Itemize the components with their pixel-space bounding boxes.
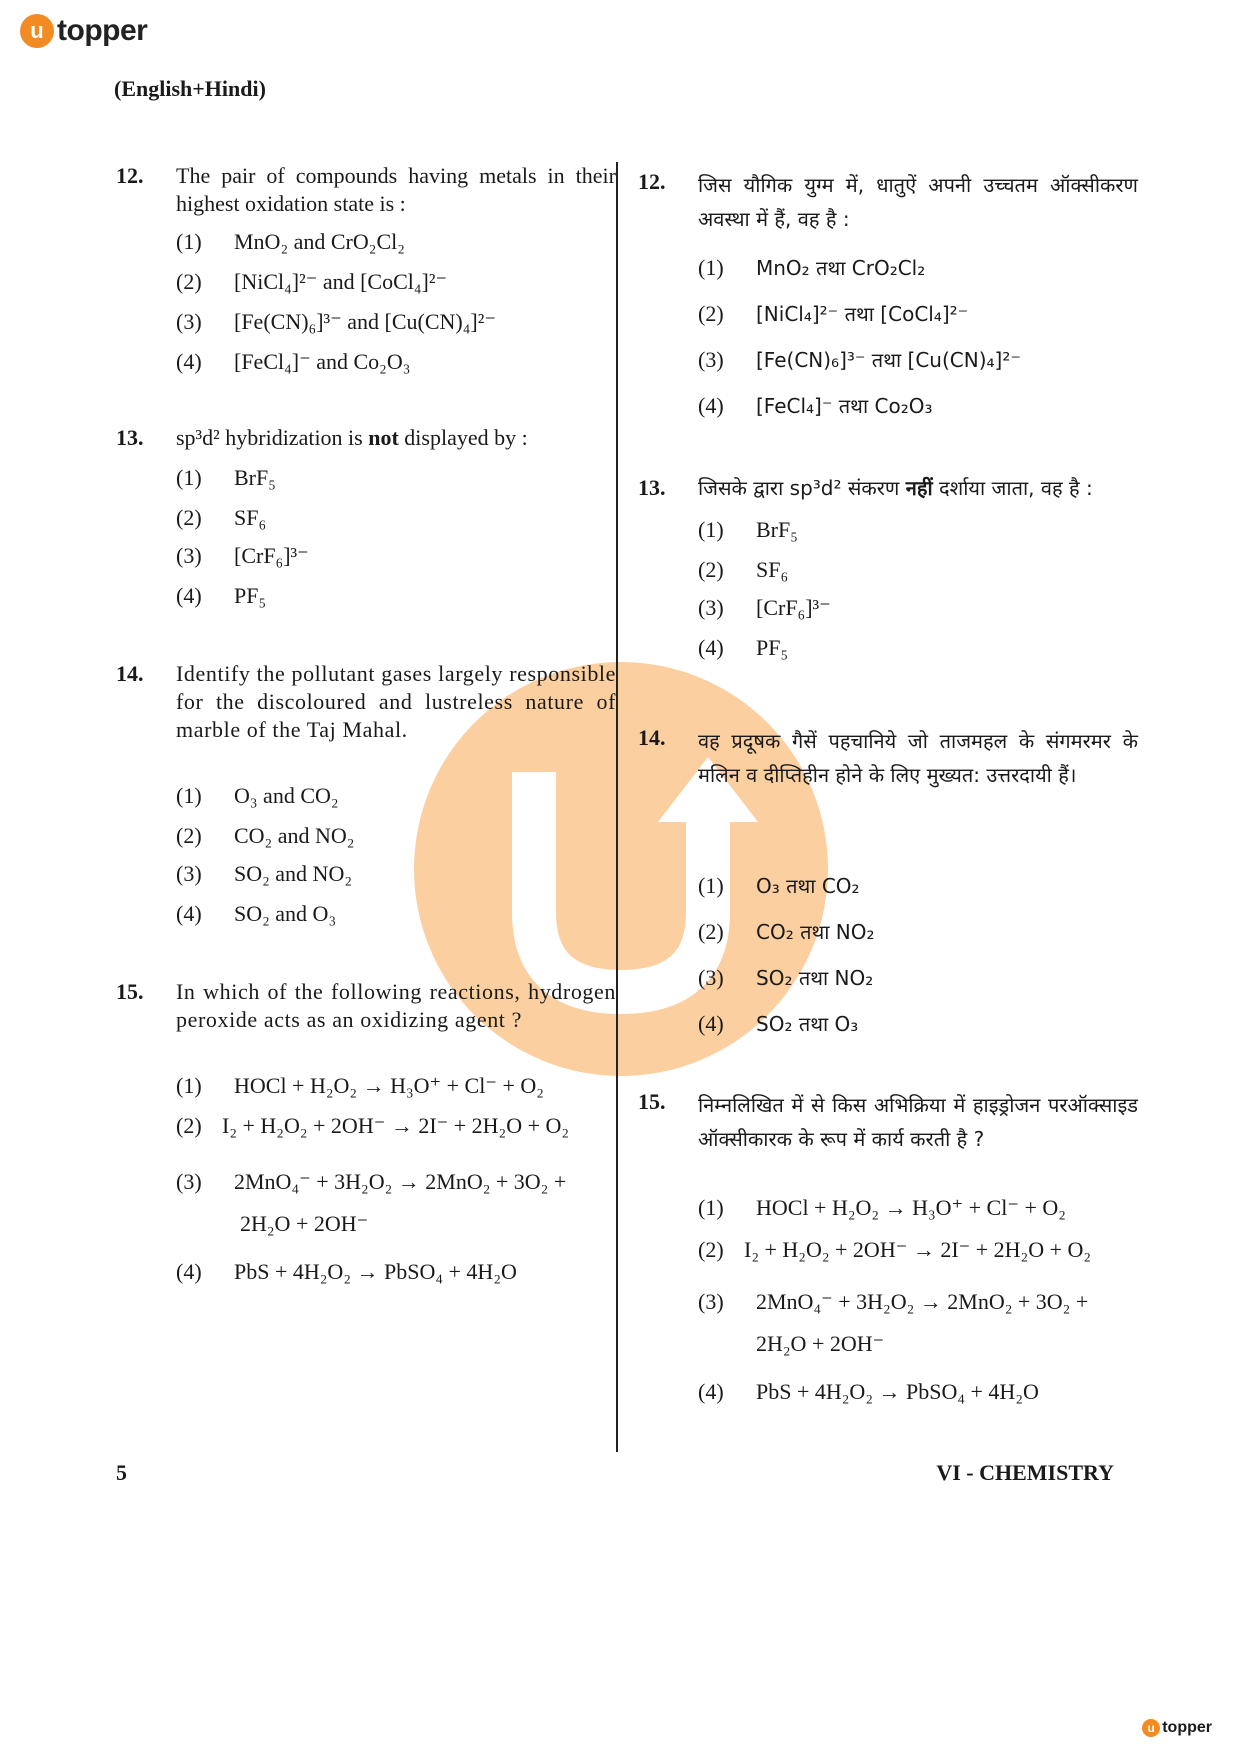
option-3: (3) 2MnO₄⁻ + 3H₂O₂ → 2MnO₂ + 3O₂ + [698, 1289, 1089, 1314]
option-3: (3) SO₂ and NO₂ [176, 861, 353, 886]
option-2: (2) [NiCl₄]²⁻ and [CoCl₄]²⁻ [176, 269, 448, 294]
question-number: 15. [638, 1089, 666, 1114]
footer-logo [1142, 1719, 1212, 1737]
option-1: (1) MnO₂ तथा CrO₂Cl₂ [698, 255, 926, 280]
option-4: (4) [FeCl₄]⁻ तथा Co₂O₃ [698, 393, 933, 418]
question-text: जिस यौगिक युग्म में, धातुऐं अपनी उच्चतम ऑक्सीकरण अवस्था में हैं, वह है : [698, 173, 1138, 231]
option-3: (3) SO₂ तथा NO₂ [698, 965, 874, 990]
question-text: वह प्रदूषक गैसें पहचानिये जो ताजमहल के संगमरमर के मलिन व दीप्तिहीन होने के लिए मुख्यत: उत्तरदायी हैं। [698, 729, 1138, 787]
option-4: (4) SO₂ and O₃ [176, 901, 337, 926]
option-2: (2) CO₂ and NO₂ [176, 823, 355, 848]
logo-wordmark: topper [57, 14, 148, 47]
option-1: (1) O₃ and CO₂ [176, 783, 339, 808]
question-number: 13. [638, 475, 666, 500]
option-2: (2) I₂ + H₂O₂ + 2OH⁻ → 2I⁻ + 2H₂O + O₂ [176, 1113, 570, 1138]
option-1: (1) HOCl + H₂O₂ → H₃O⁺ + Cl⁻ + O₂ [176, 1073, 544, 1098]
footer-logo-badge: u [1142, 1719, 1160, 1737]
question-text: sp³d² hybridization is not displayed by : [176, 425, 528, 450]
option-1: (1) BrF₅ [176, 465, 276, 490]
option-2: (2) SF₆ [176, 505, 267, 530]
option-2: (2) CO₂ तथा NO₂ [698, 919, 875, 944]
option-4: (4) PbS + 4H₂O₂ → PbSO₄ + 4H₂O [698, 1379, 1039, 1404]
question-number: 14. [116, 661, 144, 686]
option-1: (1) BrF₅ [698, 517, 798, 542]
question-text: Identify the pollutant gases largely responsible for the discoloured and lustreless nature of marble of the Taj Mahal. [176, 661, 616, 742]
option-1: (1) O₃ तथा CO₂ [698, 873, 860, 898]
option-4: (4) [FeCl₄]⁻ and Co₂O₃ [176, 349, 411, 374]
option-2: (2) SF₆ [698, 557, 789, 582]
subject-label: VI - CHEMISTRY [936, 1460, 1114, 1485]
question-number: 14. [638, 725, 666, 750]
option-3: (3) [Fe(CN)₆]³⁻ and [Cu(CN)₄]²⁻ [176, 309, 496, 334]
option-4: (4) SO₂ तथा O₃ [698, 1011, 859, 1036]
question-number: 12. [116, 163, 144, 188]
page-number: 5 [116, 1460, 127, 1485]
topper-logo [20, 14, 147, 48]
option-3-continued: 2H₂O + 2OH⁻ [240, 1211, 369, 1236]
option-2: (2) I₂ + H₂O₂ + 2OH⁻ → 2I⁻ + 2H₂O + O₂ [698, 1237, 1092, 1262]
option-4: (4) PbS + 4H₂O₂ → PbSO₄ + 4H₂O [176, 1259, 517, 1284]
question-text: निम्नलिखित में से किस अभिक्रिया में हाइड्रोजन परऑक्साइड ऑक्सीकारक के रूप में कार्य करती है ? [698, 1093, 1138, 1151]
logo-badge: u [20, 14, 54, 48]
option-3: (3) [CrF₆]³⁻ [698, 595, 831, 620]
option-3-continued: 2H₂O + 2OH⁻ [756, 1331, 885, 1356]
option-4: (4) PF₅ [176, 583, 267, 608]
option-3: (3) [Fe(CN)₆]³⁻ तथा [Cu(CN)₄]²⁻ [698, 347, 1021, 372]
option-3: (3) 2MnO₄⁻ + 3H₂O₂ → 2MnO₂ + 3O₂ + [176, 1169, 567, 1194]
question-text: The pair of compounds having metals in their highest oxidation state is : [176, 163, 616, 216]
question-number: 13. [116, 425, 144, 450]
question-number: 15. [116, 979, 144, 1004]
option-1: (1) HOCl + H₂O₂ → H₃O⁺ + Cl⁻ + O₂ [698, 1195, 1066, 1220]
question-text: In which of the following reactions, hydrogen peroxide acts as an oxidizing agent ? [176, 979, 616, 1032]
question-text: जिसके द्वारा sp³d² संकरण नहीं दर्शाया जाता, वह है : [698, 476, 1093, 500]
footer-logo-wordmark: topper [1162, 1719, 1212, 1736]
option-3: (3) [CrF₆]³⁻ [176, 543, 309, 568]
option-2: (2) [NiCl₄]²⁻ तथा [CoCl₄]²⁻ [698, 301, 969, 326]
language-label: (English+Hindi) [114, 76, 266, 101]
option-4: (4) PF₅ [698, 635, 789, 660]
option-1: (1) MnO₂ and CrO₂Cl₂ [176, 229, 405, 254]
column-divider [616, 162, 618, 1452]
question-number: 12. [638, 169, 666, 194]
